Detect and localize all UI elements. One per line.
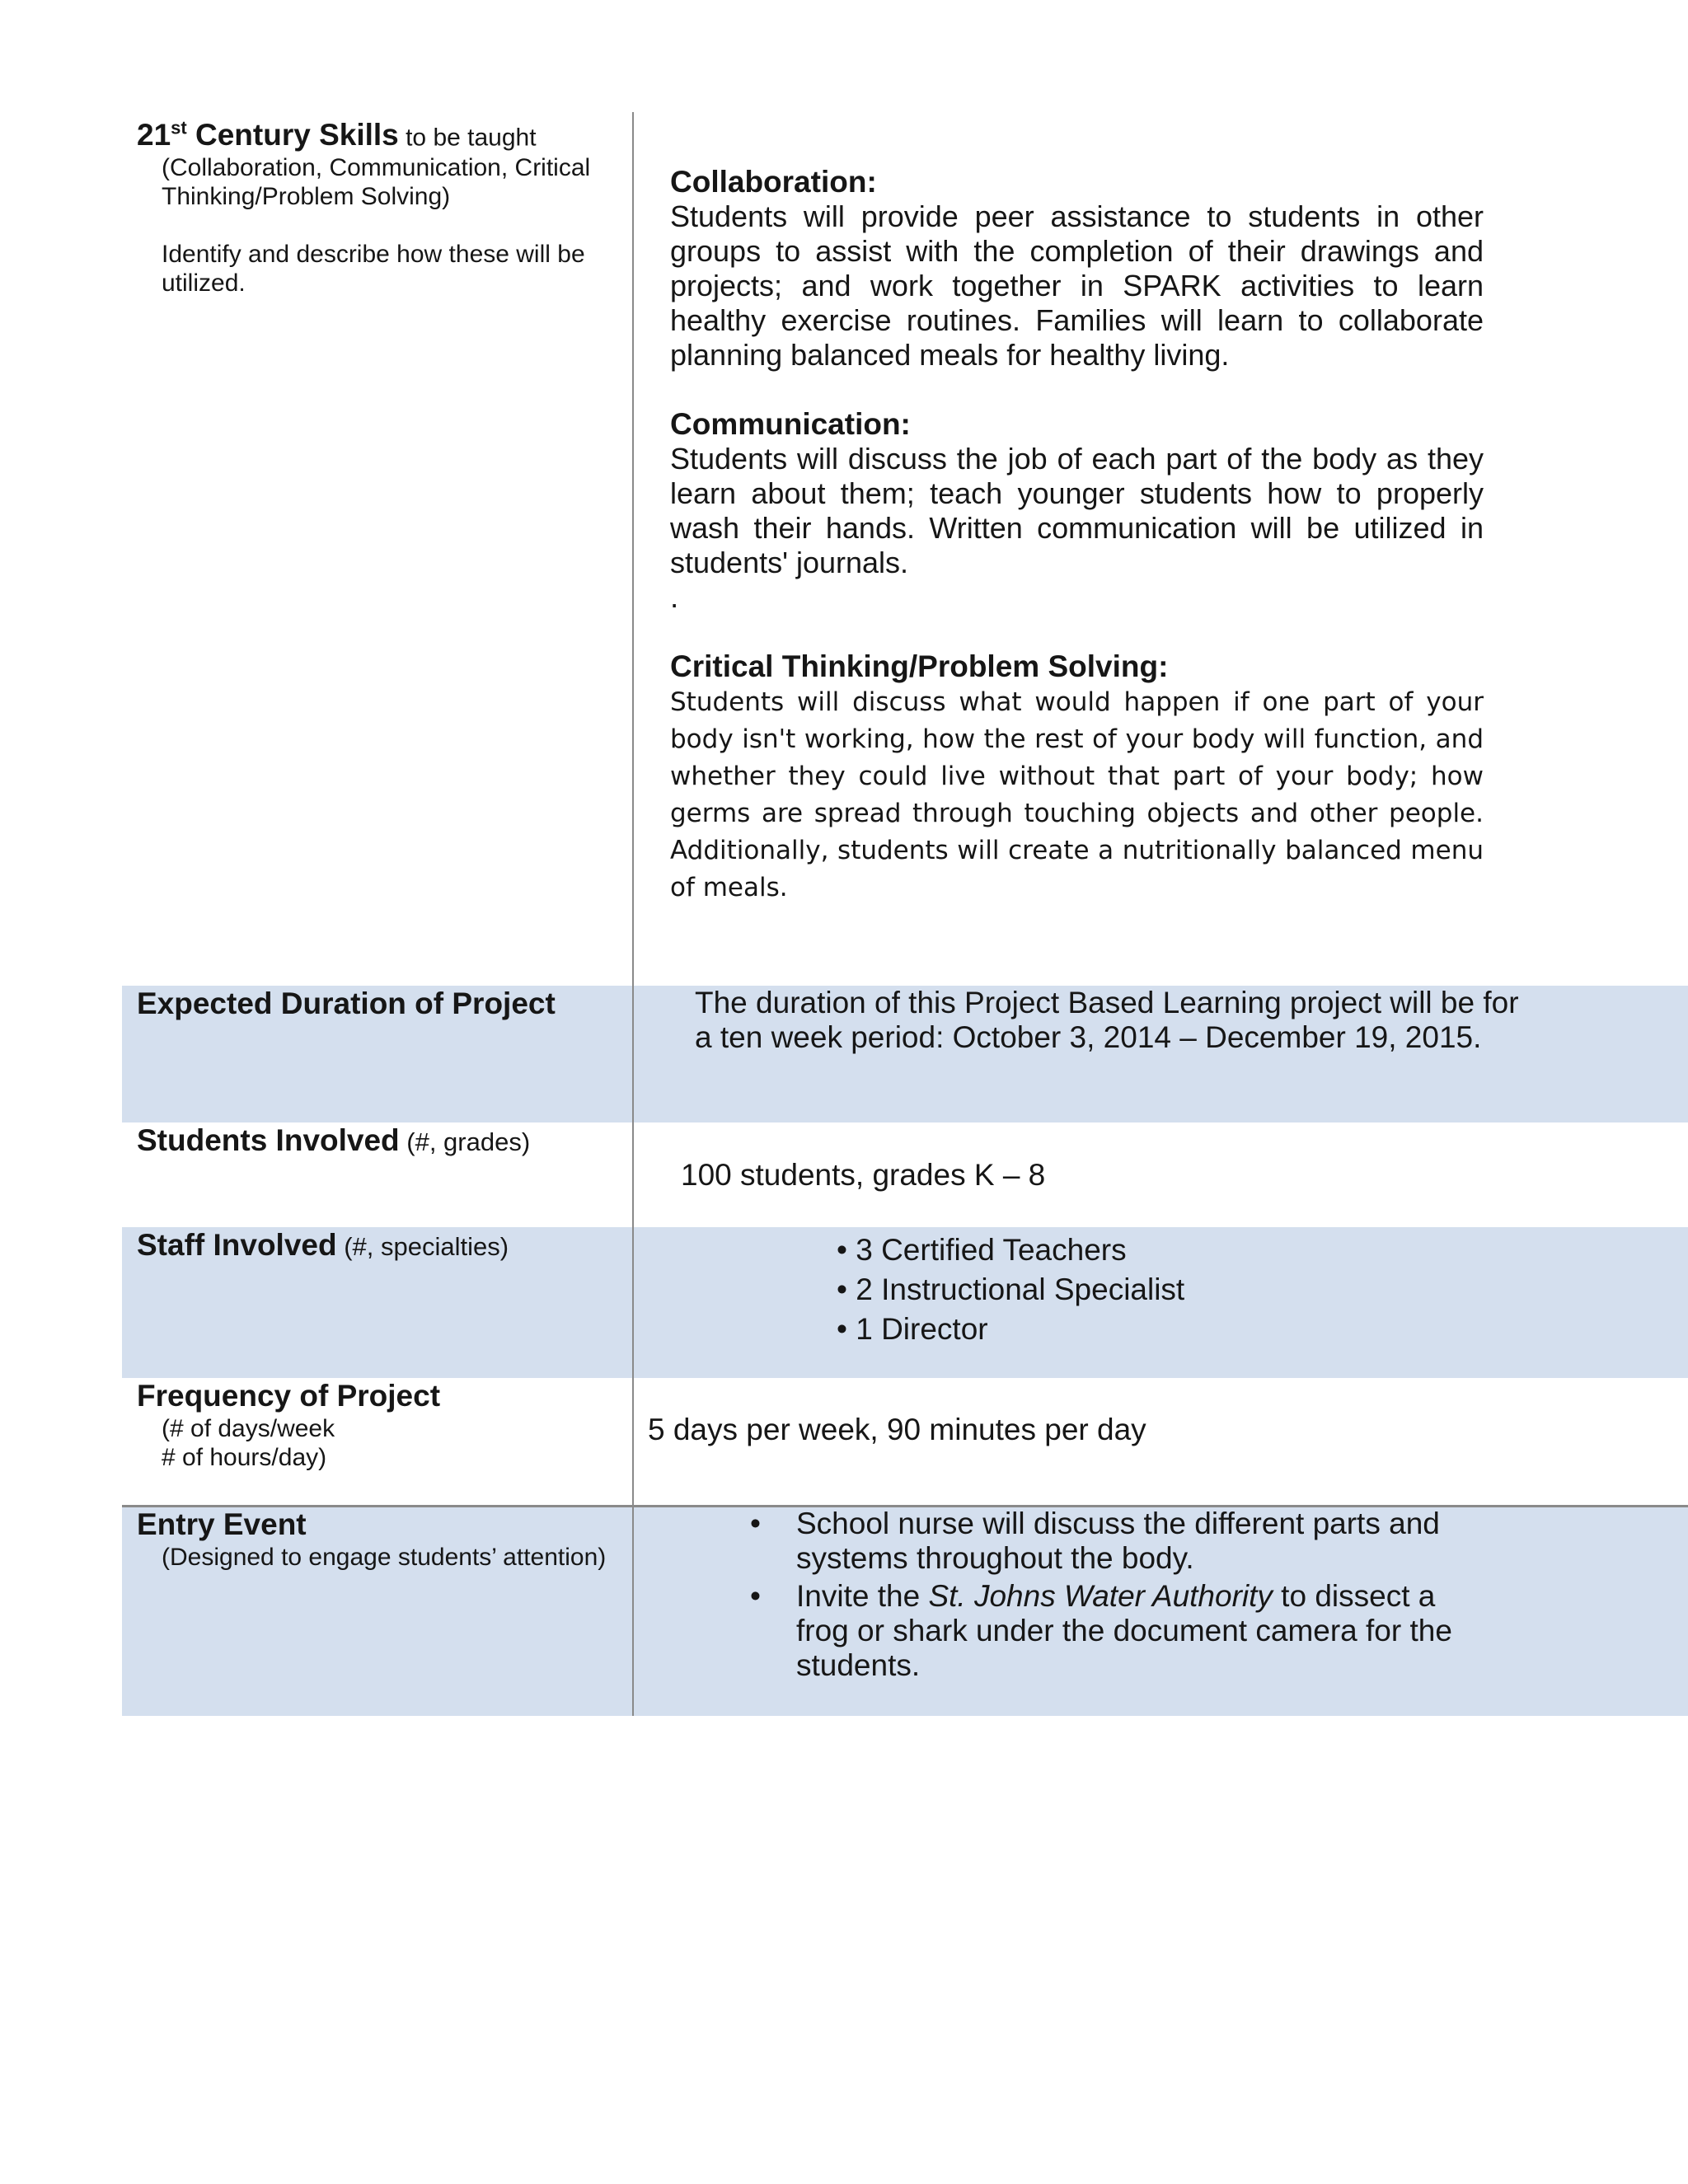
frequency-label: Frequency of Project (# of days/week # of hours/day) bbox=[137, 1379, 441, 1471]
collaboration-heading: Collaboration: bbox=[670, 165, 877, 199]
critical-thinking-text: Students will discuss what would happen if one part of your body isn't working, how the rest of your body will function, and whether they could live without that part of your body; how germs are spread through touching objects and other people. Additionally, students will create a nutritionally balanced menu of meals. bbox=[670, 687, 1484, 902]
skills-sub-list: (Collaboration, Communication, Critical Thinking/Problem Solving) bbox=[162, 154, 591, 211]
staff-list bbox=[837, 1230, 1414, 1349]
communication-text: Students will discuss the job of each part of the body as they learn about them; teach younger students how to properly wash their hands. Written communication will be utilized in students' journals. bbox=[670, 442, 1484, 579]
students-value: 100 students, grades K – 8 bbox=[681, 1158, 1046, 1192]
entry-label: Entry Event (Designed to engage students’ attention) bbox=[137, 1507, 607, 1571]
students-label: Students Involved (#, grades) bbox=[137, 1123, 531, 1157]
duration-value: The duration of this Project Based Learning project will be for a ten week period: October 3, 2014 – December 19, 2015. bbox=[695, 986, 1519, 1054]
staff-item: • 1 Director bbox=[837, 1312, 988, 1346]
staff-item: • 3 Certified Teachers bbox=[837, 1233, 1127, 1267]
staff-label: Staff Involved (#, specialties) bbox=[137, 1228, 509, 1262]
skills-value bbox=[670, 165, 1484, 907]
entry-list bbox=[750, 1507, 1492, 1683]
staff-item: • 2 Instructional Specialist bbox=[837, 1272, 1185, 1306]
frequency-value: 5 days per week, 90 minutes per day bbox=[648, 1413, 1146, 1446]
critical-thinking-heading: Critical Thinking/Problem Solving: bbox=[670, 649, 1169, 683]
duration-label: Expected Duration of Project bbox=[137, 987, 556, 1020]
column-divider bbox=[632, 112, 634, 1716]
collaboration-text: Students will provide peer assistance to students in other groups to assist with the completion of their drawings and projects; and work together in SPARK activities to learn healthy exercise routines. Families will learn to collaborate planning balanced meals for healthy living. bbox=[670, 199, 1484, 372]
skills-sub-instructions: Identify and describe how these will be utilized. bbox=[162, 241, 585, 298]
communication-dot: . bbox=[670, 580, 679, 614]
entry-item: • Invite the St. Johns Water Authority to dissect a frog or shark under the document camera for the students. bbox=[750, 1579, 1452, 1682]
communication-heading: Communication: bbox=[670, 407, 911, 441]
skills-label: 21st Century Skills to be taught (Collaboration, Communication, Critical Thinking/Problem Solving) Identify and describe how these will be utilized. bbox=[137, 110, 623, 298]
entry-item: • School nurse will discuss the different parts and systems throughout the body. bbox=[750, 1507, 1440, 1575]
